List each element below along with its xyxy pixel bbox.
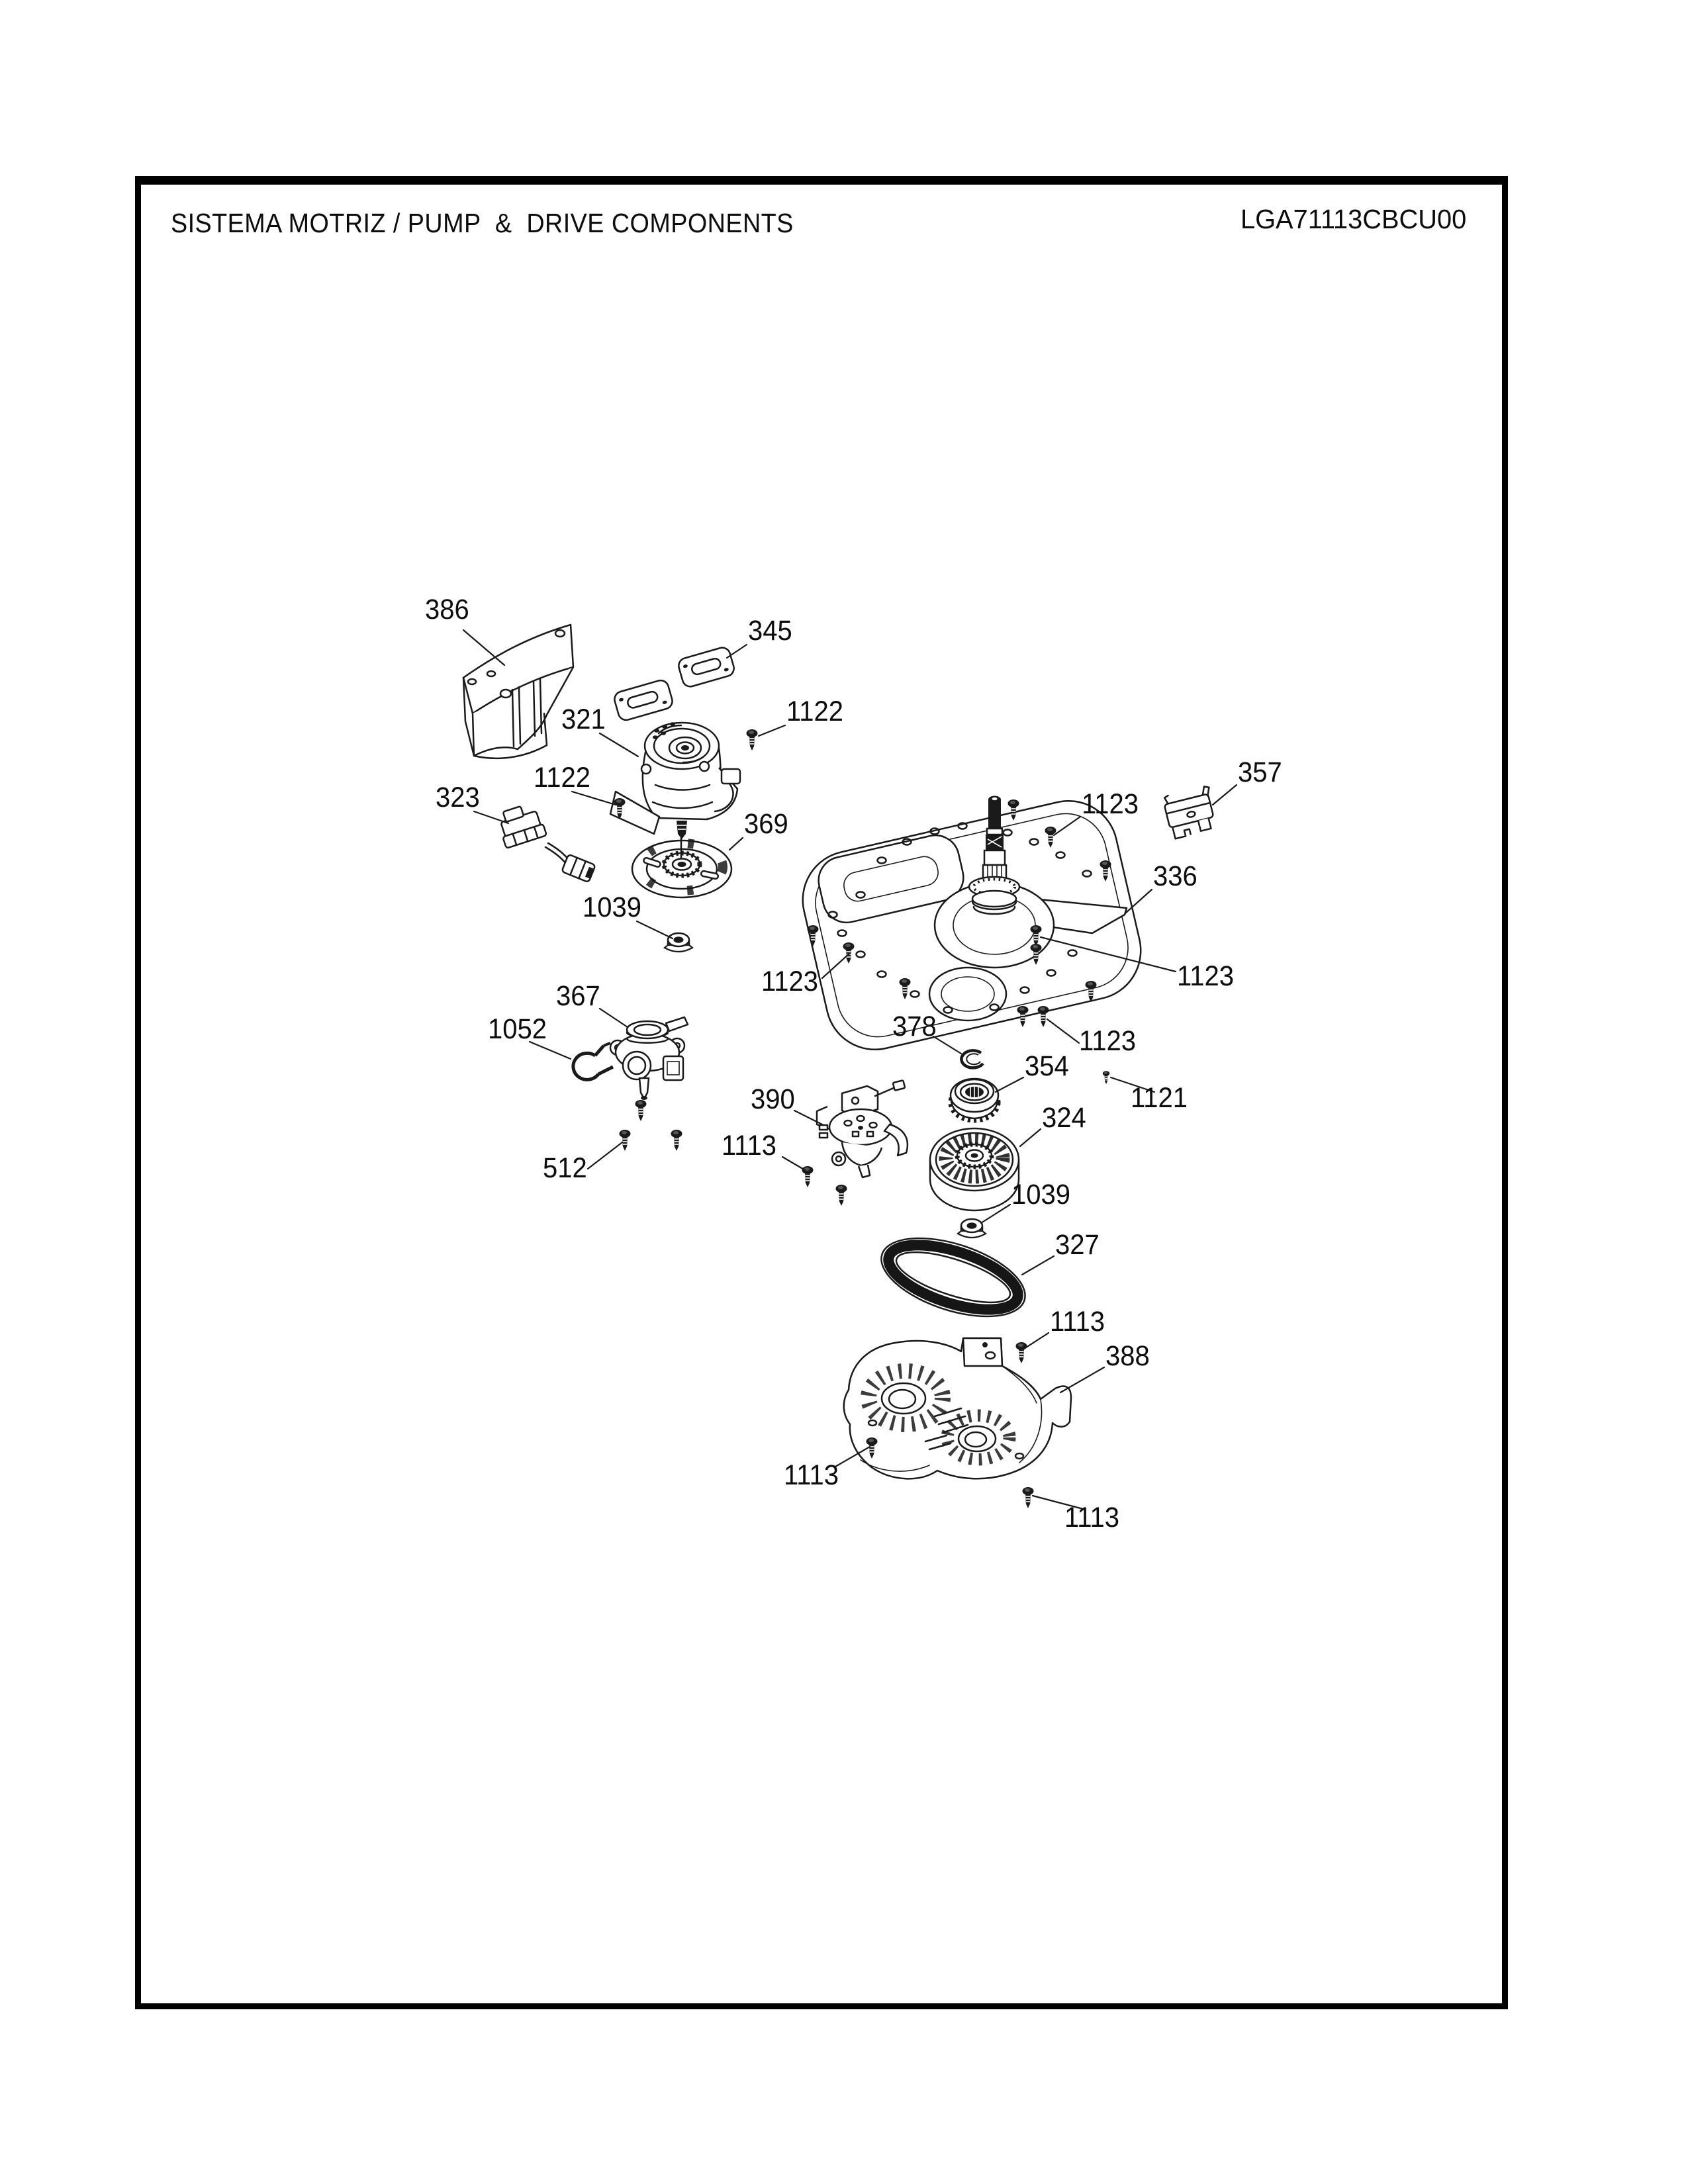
part-label-1039-lower: 1039: [1011, 1179, 1070, 1210]
pump-367-drawing: [610, 1017, 688, 1100]
part-label-1113-bottom-left: 1113: [784, 1459, 839, 1491]
part-label-1052: 1052: [488, 1013, 547, 1045]
part-label-1113-left: 1113: [722, 1130, 777, 1161]
part-label-512: 512: [543, 1152, 587, 1184]
part-label-1122-right: 1122: [786, 696, 843, 727]
fan-369-drawing: [632, 833, 731, 898]
part-label-390: 390: [751, 1083, 795, 1115]
part-label-1123-left: 1123: [761, 966, 818, 997]
part-label-345: 345: [748, 615, 792, 647]
part-label-386: 386: [425, 594, 469, 625]
part-label-367: 367: [556, 980, 600, 1012]
belt-327-drawing: [872, 1223, 1035, 1332]
part-label-324: 324: [1042, 1102, 1086, 1134]
part-label-327: 327: [1055, 1229, 1100, 1261]
motor-321-drawing: [610, 722, 740, 839]
part-label-336: 336: [1153, 860, 1197, 892]
plate-345-drawing: [613, 646, 736, 722]
harness-323-drawing: [495, 801, 595, 883]
shifter-390-drawing: [817, 1080, 908, 1177]
part-label-378: 378: [892, 1011, 937, 1042]
part-label-1113-bottom-right: 1113: [1064, 1502, 1120, 1533]
housing-388-drawing: [844, 1338, 1071, 1479]
document-code: LGA71113CBCU00: [1241, 204, 1467, 234]
ring-378-drawing: [961, 1050, 983, 1068]
gearcase-336-drawing: [793, 788, 1150, 1059]
part-label-321: 321: [561, 704, 606, 735]
part-label-1039-upper: 1039: [583, 891, 641, 923]
pulley-324-drawing: [930, 1128, 1019, 1210]
part-label-1113-mid: 1113: [1050, 1306, 1105, 1338]
page-title: SISTEMA MOTRIZ / PUMP & DRIVE COMPONENTS: [171, 208, 794, 238]
clamp-1052-drawing: [573, 1043, 613, 1079]
part-label-354: 354: [1025, 1050, 1069, 1082]
part-label-1123-mid: 1123: [1079, 1025, 1136, 1057]
part-label-323: 323: [436, 782, 480, 813]
part-label-369: 369: [744, 808, 788, 840]
part-label-1122-left: 1122: [534, 762, 590, 794]
part-label-388: 388: [1105, 1340, 1150, 1372]
part-label-357: 357: [1238, 756, 1282, 788]
collar-354-drawing: [951, 1079, 998, 1120]
part-label-1123-top: 1123: [1082, 788, 1139, 820]
part-label-1123-right: 1123: [1177, 960, 1234, 992]
clip-357-drawing: [1162, 786, 1219, 839]
part-label-1121: 1121: [1131, 1082, 1188, 1114]
